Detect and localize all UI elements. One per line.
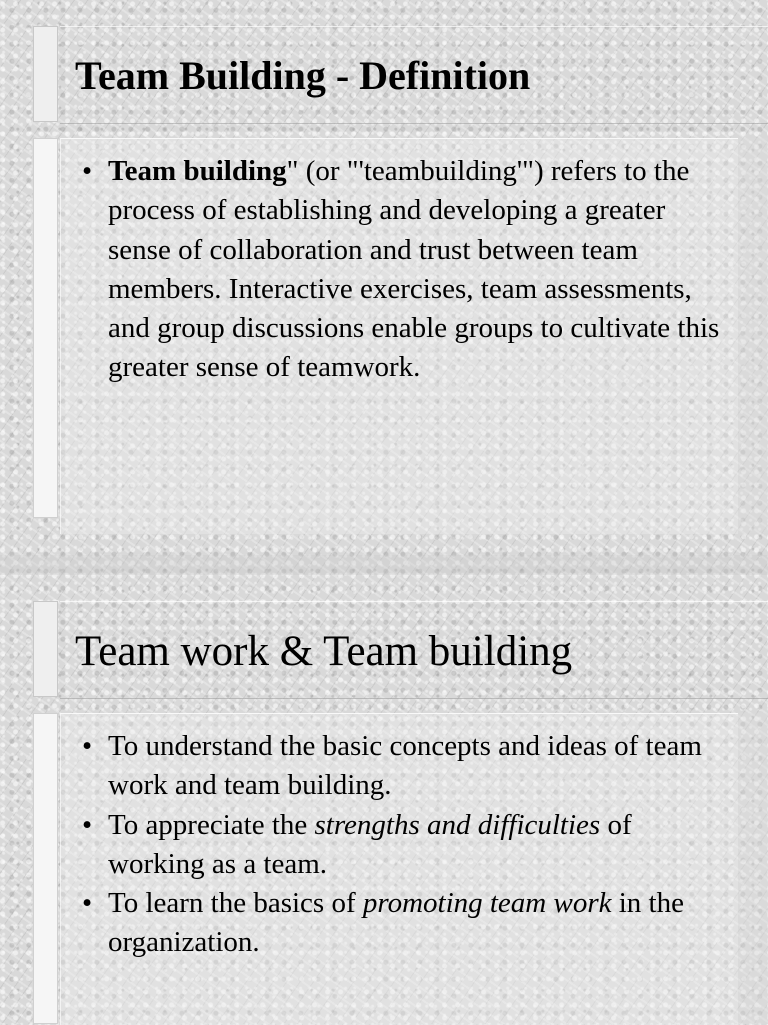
bullet-text: To learn the basics of bbox=[108, 887, 363, 920]
bullet-text: " (or "'teambuilding'") refers to the process of establishing and developing a greater sense of collaboration and trust between team members. Interactive exercises, team assessments, and group discussions enable groups to cultivate this greater sense of teamwork. bbox=[108, 155, 720, 384]
bullet-text: of working as a team. bbox=[108, 808, 632, 880]
bullet-text: To appreciate the bbox=[108, 808, 315, 841]
body-edge-strip bbox=[738, 713, 768, 1024]
bold-term: Team building bbox=[108, 155, 287, 187]
body-edge-strip bbox=[738, 138, 768, 533]
bullet-glyph: • bbox=[82, 808, 93, 841]
bullet-list bbox=[82, 152, 732, 388]
bullet-item bbox=[82, 884, 732, 963]
bullet-list bbox=[82, 727, 732, 963]
bullet-text: in the organization. bbox=[108, 887, 684, 959]
bullet-glyph: • bbox=[82, 730, 93, 762]
bullet-item bbox=[82, 806, 732, 885]
bullet-glyph: • bbox=[82, 155, 93, 187]
body-accent-bar bbox=[33, 138, 58, 518]
emphasis-text: promoting team work bbox=[362, 887, 612, 920]
title-accent-bar bbox=[33, 26, 58, 122]
bullet-item bbox=[82, 152, 732, 388]
bullet-item bbox=[82, 727, 732, 806]
slide-title: Team Building - Definition bbox=[75, 53, 531, 98]
bullet-text: To understand the basic concepts and ideas of team work and team building. bbox=[108, 730, 702, 802]
slide-team-work-team-building bbox=[0, 575, 768, 1024]
title-accent-bar bbox=[33, 601, 58, 697]
body-accent-bar bbox=[33, 713, 58, 1024]
slide-separator bbox=[0, 555, 768, 575]
bullet-glyph: • bbox=[82, 887, 93, 920]
slide-title: Team work & Team building bbox=[75, 628, 573, 675]
emphasis-text: strengths and difficulties bbox=[314, 808, 601, 841]
